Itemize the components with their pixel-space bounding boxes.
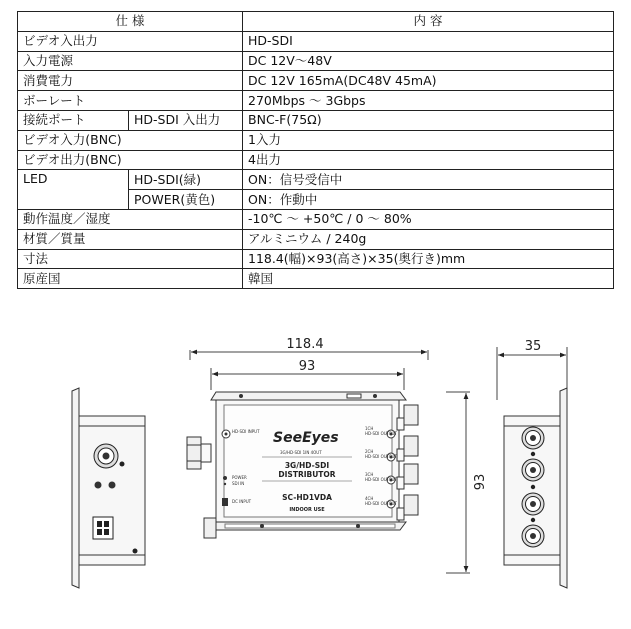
spec-label: ビデオ出力(BNC): [18, 150, 243, 170]
led-icon: [95, 482, 102, 489]
left-side-view: [72, 388, 145, 588]
led-icon: [531, 518, 535, 522]
output-ch-label: 2CH: [365, 449, 374, 454]
spec-value: アルミニウム / 240g: [243, 229, 614, 249]
spec-value: 1入力: [243, 130, 614, 150]
spec-label: ビデオ入出力: [18, 31, 243, 51]
led-icon: [120, 462, 125, 467]
spec-label: 原産国: [18, 269, 243, 289]
spec-label: 消費電力: [18, 71, 243, 91]
spec-value: DC 12V〜48V: [243, 51, 614, 71]
output-label: HD-SDI OUTPUT: [365, 431, 397, 436]
led-icon: [531, 485, 535, 489]
dimension-total-width: 118.4: [286, 337, 324, 352]
spec-row: [18, 229, 614, 249]
spec-row: [18, 130, 614, 150]
spec-value: ON：信号受信中: [243, 170, 614, 190]
spec-row: [18, 150, 614, 170]
spec-row: [18, 249, 614, 269]
spec-table: [17, 11, 614, 289]
spec-sublabel: HD-SDI(緑): [129, 170, 243, 190]
led-icon: [223, 476, 227, 480]
spec-header-content: 内 容: [243, 12, 614, 32]
spec-value: BNC-F(75Ω): [243, 110, 614, 130]
spec-value: 4出力: [243, 150, 614, 170]
spec-value: 270Mbps 〜 3Gbps: [243, 91, 614, 111]
output-ch-label: 4CH: [365, 496, 374, 501]
spec-header-item: 仕 様: [18, 12, 243, 32]
spec-label: 寸法: [18, 249, 243, 269]
spec-label: ビデオ入力(BNC): [18, 130, 243, 150]
spec-row: [18, 71, 614, 91]
spec-row: [18, 31, 614, 51]
spec-row: [18, 269, 614, 289]
spec-row: [18, 209, 614, 229]
dimension-body-width: 93: [298, 359, 316, 374]
input-label: HD-SDI INPUT: [232, 429, 260, 434]
brand-logo: SeeEyes: [273, 430, 339, 446]
led-icon: [109, 482, 116, 489]
output-label: HD-SDI OUTPUT: [365, 501, 397, 506]
output-ch-label: 3CH: [365, 472, 374, 477]
product-line1: 3G/HD-SDI: [284, 461, 330, 470]
spec-row: [18, 110, 614, 130]
led-sdi-label: SDI IN: [232, 481, 245, 486]
spec-label: 動作温度／湿度: [18, 209, 243, 229]
spec-value: -10℃ 〜 +50℃ / 0 〜 80%: [243, 209, 614, 229]
spec-sublabel: HD-SDI 入出力: [129, 110, 243, 130]
model-name: SC-HD1VDA: [282, 493, 332, 502]
output-ch-label: 1CH: [365, 426, 374, 431]
led-icon: [224, 483, 226, 485]
dimension-height: 93: [473, 473, 488, 491]
output-bnc-icon: [522, 459, 544, 481]
model-subtitle: 3G/HD-SDI 1IN 4OUT: [280, 450, 322, 455]
output-bnc-icon: [522, 493, 544, 515]
dimension-depth: 35: [524, 339, 542, 354]
spec-row: [18, 170, 614, 190]
product-line2: DISTRIBUTOR: [278, 470, 336, 479]
dc-input-label: DC INPUT: [232, 499, 252, 504]
spec-value: HD-SDI: [243, 31, 614, 51]
output-bnc-icon: [522, 525, 544, 547]
spec-row: [18, 51, 614, 71]
spec-sublabel: POWER(黄色): [129, 190, 243, 210]
spec-label: 接続ポート: [18, 110, 129, 130]
spec-value: 118.4(幅)×93(高さ)×35(奥行き)mm: [243, 249, 614, 269]
spec-header-row: [18, 12, 614, 32]
spec-label: 材質／質量: [18, 229, 243, 249]
dc-terminal-icon: [93, 517, 113, 539]
screw-icon: [133, 549, 138, 554]
technical-drawing: [0, 330, 631, 610]
output-bnc-icon: [522, 427, 544, 449]
spec-value: 韓国: [243, 269, 614, 289]
spec-label: ボーレート: [18, 91, 243, 111]
led-icon: [531, 452, 535, 456]
usage-label: INDOOR USE: [289, 507, 325, 513]
spec-value: ON：作動中: [243, 190, 614, 210]
spec-row: [18, 91, 614, 111]
output-label: HD-SDI OUTPUT: [365, 477, 397, 482]
output-label: HD-SDI OUTPUT: [365, 454, 397, 459]
led-power-label: POWER: [232, 475, 247, 480]
bnc-connector-icon: [94, 444, 118, 468]
spec-value: DC 12V 165mA(DC48V 45mA): [243, 71, 614, 91]
spec-label: LED: [18, 170, 129, 210]
spec-label: 入力電源: [18, 51, 243, 71]
right-side-view: [497, 347, 567, 588]
dc-input-icon: [222, 498, 228, 506]
